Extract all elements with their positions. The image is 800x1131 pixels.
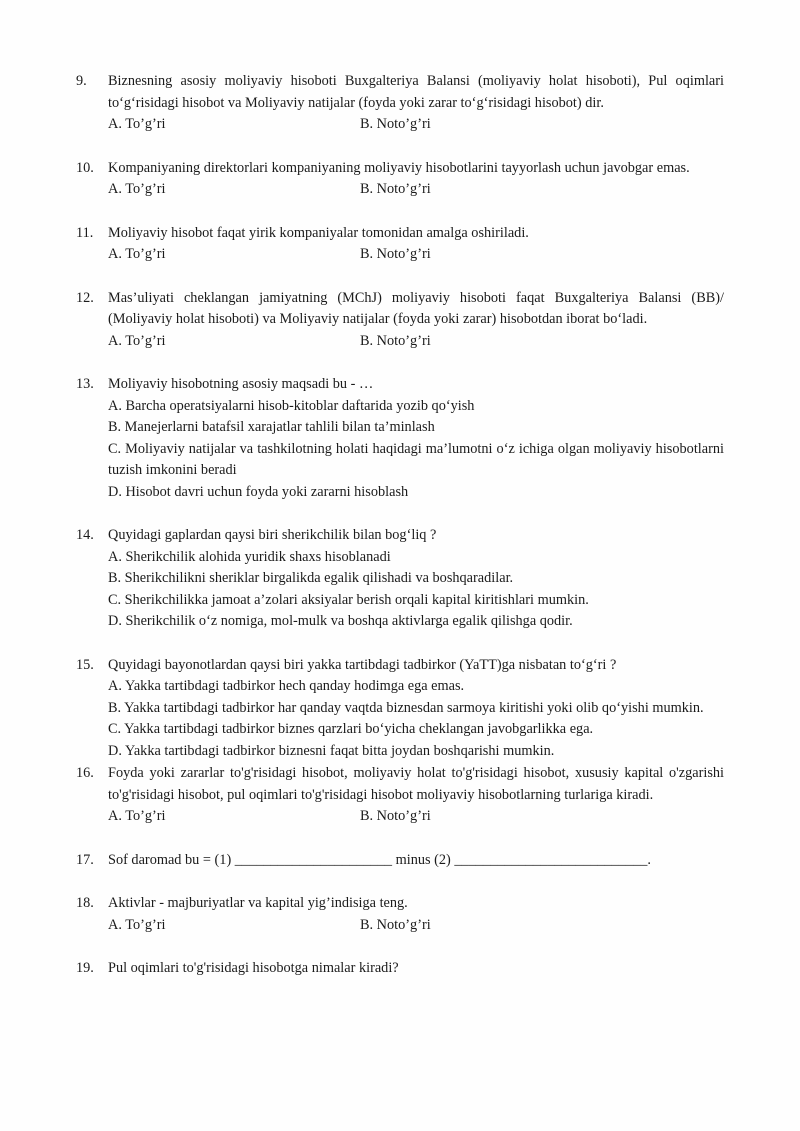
question-item (76, 71, 724, 136)
question-number: 9. (76, 73, 87, 89)
question-number: 13. (76, 376, 94, 392)
question-options (108, 915, 724, 937)
question-content (108, 525, 724, 633)
answer-option-b: B. Noto’g’ri (360, 332, 431, 349)
question-number: 12. (76, 289, 94, 306)
question-number: 10. (76, 159, 94, 176)
question-item (76, 850, 724, 872)
answer-option-b: B. Noto’g’ri (360, 246, 431, 262)
question-body: Sof daromad bu = (1) ______________________ minus (2) ___________________________. (108, 851, 651, 868)
answer-options-row (108, 179, 724, 201)
question-content (108, 288, 724, 353)
question-number: 16. (76, 765, 94, 781)
question-number: 19. (76, 960, 94, 976)
answer-option-line: D. Yakka tartibdagi tadbirkor biznesni faqat bitta joydan boshqarishi mumkin. (108, 742, 555, 759)
answer-option-line: C. Sherikchilikka jamoat a’zolari aksiyalar berish orqali kapital kiritishlari mumkin. (108, 591, 589, 608)
question-body: Foyda yoki zararlar to'g'risidagi hisobot, moliyaviy holat to'g'risidagi hisobot, xususiy kapital o'zgarishi to'g'risidagi hisobot, pul oqimlari to'g'risidagi hisobot moliyaviy hisobotlarning turlariga kiradi. (108, 765, 724, 803)
answer-option-a: A. To’g’ri (108, 808, 166, 824)
question-content (108, 71, 724, 136)
question-body: Moliyaviy hisobot faqat yirik kompaniyalar tomonidan amalga oshiriladi. (108, 224, 529, 241)
answer-option-b: B. Noto’g’ri (360, 181, 431, 197)
answer-option-line: B. Manejerlarni batafsil xarajatlar tahlili bilan ta’minlash (108, 419, 435, 435)
question-number: 11. (76, 224, 94, 241)
answer-options-row (108, 915, 724, 937)
answer-option-b: B. Noto’g’ri (360, 808, 431, 824)
question-content (108, 763, 724, 828)
question-content (108, 374, 724, 503)
question-content (108, 893, 724, 936)
question-options (108, 547, 724, 633)
answer-options-row (108, 331, 724, 353)
answer-option-line: D. Hisobot davri uchun foyda yoki zararni hisoblash (108, 483, 409, 500)
answer-option-line: A. Barcha operatsiyalarni hisob-kitoblar daftarida yozib qoʻyish (108, 397, 475, 414)
question-number: 17. (76, 851, 94, 868)
answer-option-line: D. Sherikchilik oʻz nomiga, mol-mulk va boshqa aktivlarga egalik qilishga qodir. (108, 613, 573, 629)
answer-option-line: B. Yakka tartibdagi tadbirkor har qanday vaqtda biznesdan sarmoya kiritishi yoki olib qoʻyishi mumkin. (108, 699, 704, 716)
question-item (76, 374, 724, 503)
question-content (108, 223, 724, 266)
question-options (108, 331, 724, 353)
answer-options-row (108, 244, 724, 266)
question-item (76, 223, 724, 266)
question-item (76, 763, 724, 828)
question-item (76, 288, 724, 353)
question-content (108, 655, 724, 763)
question-options (108, 114, 724, 136)
question-number: 18. (76, 895, 94, 911)
question-item (76, 655, 724, 763)
question-body: Aktivlar - majburiyatlar va kapital yig’indisiga teng. (108, 895, 408, 911)
question-item (76, 893, 724, 936)
question-options (108, 676, 724, 762)
answer-option-line: A. Sherikchilik alohida yuridik shaxs hisoblanadi (108, 548, 391, 565)
answer-option-line: B. Sherikchilikni sheriklar birgalikda egalik qilishadi va boshqaradilar. (108, 570, 514, 586)
question-list (76, 71, 724, 980)
question-content (108, 850, 724, 872)
answer-option-line: C. Moliyaviy natijalar va tashkilotning holati haqidagi ma’lumotni oʻz ichiga olgan moliyaviy hisobotlarni tuzish imkonini beradi (108, 440, 724, 478)
question-options (108, 244, 724, 266)
answer-option-a: A. To’g’ri (108, 246, 166, 262)
question-content (108, 158, 724, 201)
question-item (76, 525, 724, 633)
answer-options-row (108, 806, 724, 828)
question-content (108, 958, 724, 980)
question-body: Quyidagi gaplardan qaysi biri sherikchilik bilan bogʻliq ? (108, 527, 437, 543)
answer-option-a: A. To’g’ri (108, 116, 166, 132)
question-number: 14. (76, 527, 94, 543)
question-body: Biznesning asosiy moliyaviy hisoboti Buxgalteriya Balansi (moliyaviy holat hisoboti), Pul oqimlari toʻgʻrisidagi hisobot va Moliyaviy natijalar (foyda yoki zarar toʻgʻrisidagi hisobot) dir. (108, 73, 724, 111)
answer-option-a: A. To’g’ri (108, 181, 166, 197)
question-number: 15. (76, 656, 94, 673)
question-body: Quyidagi bayonotlardan qaysi biri yakka tartibdagi tadbirkor (YaTT)ga nisbatan toʻgʻri ? (108, 656, 617, 673)
answer-option-b: B. Noto’g’ri (360, 916, 431, 933)
question-options (108, 396, 724, 504)
question-body: Moliyaviy hisobotning asosiy maqsadi bu - … (108, 376, 374, 392)
question-item (76, 958, 724, 980)
question-body: Mas’uliyati cheklangan jamiyatning (MChJ) moliyaviy hisoboti faqat Buxgalteriya Balansi (BB)/ (Moliyaviy holat hisoboti) va Moliyaviy natijalar (foyda yoki zarar) hisobotdan iborat boʻladi. (108, 289, 724, 327)
answer-options-row (108, 114, 724, 136)
answer-option-line: C. Yakka tartibdagi tadbirkor biznes qarzlari boʻyicha cheklangan javobgarlikka ega. (108, 721, 594, 737)
question-body: Pul oqimlari to'g'risidagi hisobotga nimalar kiradi? (108, 960, 399, 976)
question-body: Kompaniyaning direktorlari kompaniyaning moliyaviy hisobotlarini tayyorlash uchun javobgar emas. (108, 159, 690, 176)
question-options (108, 179, 724, 201)
answer-option-a: A. To’g’ri (108, 332, 166, 349)
question-options (108, 806, 724, 828)
question-item (76, 158, 724, 201)
answer-option-a: A. To’g’ri (108, 916, 166, 933)
answer-option-line: A. Yakka tartibdagi tadbirkor hech qanday hodimga ega emas. (108, 678, 465, 694)
answer-option-b: B. Noto’g’ri (360, 116, 431, 132)
